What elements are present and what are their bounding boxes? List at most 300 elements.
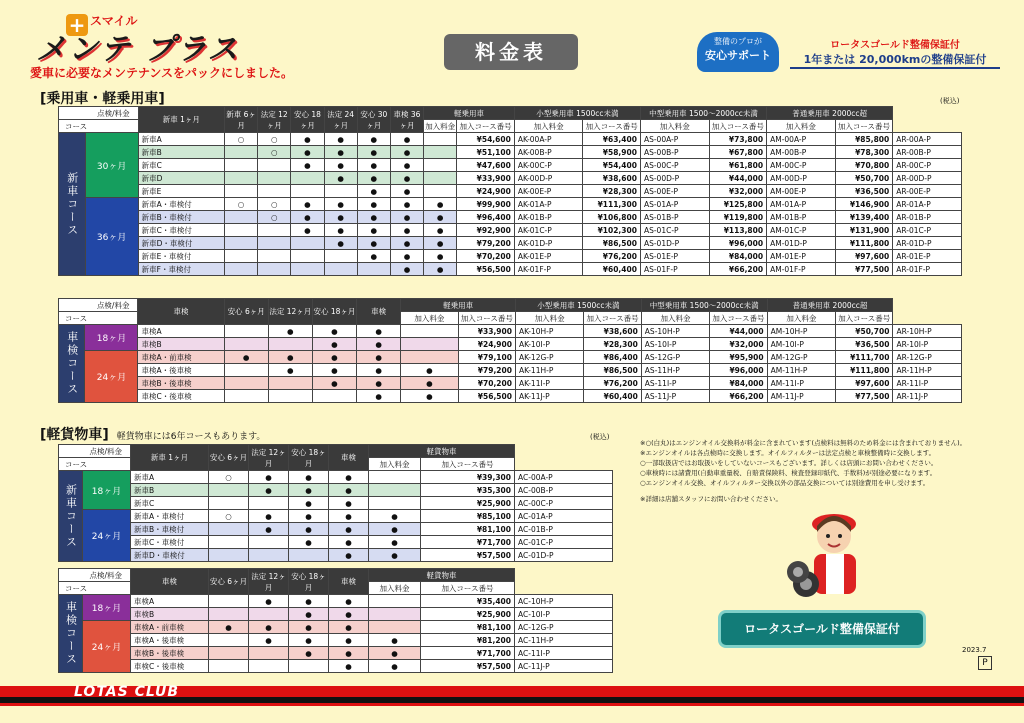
table-row <box>59 159 962 172</box>
code-cell: AC-11J-P <box>515 660 613 673</box>
mark-cell: ● <box>329 510 369 523</box>
code-cell: AR-12G-P <box>893 351 962 364</box>
mark-cell: ● <box>324 146 357 159</box>
price-cell: ¥84,000 <box>709 250 767 263</box>
mark-cell <box>249 647 289 660</box>
course-header: コース <box>59 312 138 325</box>
price-cell: ¥24,900 <box>457 185 515 198</box>
table-row <box>59 351 962 364</box>
mark-cell <box>209 647 249 660</box>
month-label: 30ヶ月 <box>85 133 138 198</box>
fee-header: 加入料金 <box>641 312 709 325</box>
table-row <box>59 549 613 562</box>
support-line2: 安心サポート <box>705 49 771 62</box>
mark-cell: ● <box>289 510 329 523</box>
item-name: 新車A・車検付 <box>131 510 209 523</box>
column-header: 安心 6ヶ月 <box>209 569 249 595</box>
mark-cell: ● <box>249 510 289 523</box>
mark-cell <box>401 325 458 338</box>
mark-cell <box>209 497 249 510</box>
mark-cell <box>209 634 249 647</box>
mark-cell: ● <box>289 471 329 484</box>
price-cell: ¥111,800 <box>836 364 893 377</box>
price-cell: ¥86,500 <box>583 237 641 250</box>
header-row <box>59 299 962 312</box>
mark-cell <box>209 660 249 673</box>
mark-cell: ● <box>357 224 390 237</box>
price-cell: ¥70,200 <box>458 377 515 390</box>
price-cell: ¥92,900 <box>457 224 515 237</box>
mark-cell: ● <box>324 159 357 172</box>
mark-cell: ● <box>224 351 268 364</box>
item-name: 新車B・車検付 <box>131 523 209 536</box>
truck-heading-text: [軽貨物車] <box>40 427 109 443</box>
mechanic-illustration <box>786 496 876 606</box>
header-row <box>59 569 613 582</box>
price-cell: ¥67,800 <box>709 146 767 159</box>
code-cell: AC-00A-P <box>515 471 613 484</box>
price-cell: ¥102,300 <box>583 224 641 237</box>
table-row <box>59 536 613 549</box>
code-header: 加入コース番号 <box>835 120 893 133</box>
column-header: 安心 18ヶ月 <box>312 299 356 325</box>
code-cell: AR-01F-P <box>893 263 962 276</box>
mark-cell <box>268 338 312 351</box>
item-name: 新車F・車検付 <box>138 263 224 276</box>
code-cell: AK-01D-P <box>514 237 583 250</box>
mark-cell <box>424 146 457 159</box>
item-name: 車検A <box>131 595 209 608</box>
price-cell: ¥77,500 <box>835 263 893 276</box>
mark-cell: ● <box>390 172 423 185</box>
mark-cell <box>224 263 257 276</box>
code-cell: AR-00E-P <box>893 185 962 198</box>
support-badge <box>697 32 779 72</box>
code-cell: AR-11J-P <box>893 390 962 403</box>
code-cell: AM-01A-P <box>767 198 836 211</box>
mark-cell: ● <box>369 536 421 549</box>
brand-name: メンテ プラス <box>36 32 240 67</box>
inspect-fee-header: 点検/料金 <box>59 445 131 458</box>
mark-cell: ● <box>390 250 423 263</box>
mark-cell <box>424 185 457 198</box>
mark-cell: ● <box>357 146 390 159</box>
column-header: 法定 12ヶ月 <box>249 569 289 595</box>
mark-cell: ● <box>390 211 423 224</box>
code-cell: AK-10I-P <box>515 338 583 351</box>
code-cell: AK-00E-P <box>514 185 583 198</box>
code-cell: AK-01A-P <box>514 198 583 211</box>
code-cell: AM-00A-P <box>767 133 836 146</box>
column-header: 新車 1ヶ月 <box>138 107 224 133</box>
mark-cell <box>312 390 356 403</box>
mark-cell: ● <box>249 471 289 484</box>
mark-cell: ● <box>401 364 458 377</box>
item-name: 車検B <box>138 338 224 351</box>
mark-cell <box>258 250 291 263</box>
price-cell: ¥66,200 <box>710 390 767 403</box>
mark-cell: ● <box>390 185 423 198</box>
mark-cell <box>324 250 357 263</box>
code-cell: AR-10I-P <box>893 338 962 351</box>
table-row <box>59 338 962 351</box>
price-cell: ¥95,900 <box>710 351 767 364</box>
mark-cell: ● <box>268 325 312 338</box>
table-row <box>59 390 962 403</box>
fee-header: 加入料金 <box>369 458 421 471</box>
note-item: ○エンジンオイル交換、オイルフィルター交換以外の部品交換については別途費用を申し受けます。 <box>640 479 930 487</box>
code-cell: AS-01D-P <box>640 237 709 250</box>
inspect-fee-header: 点検/料金 <box>59 569 131 582</box>
mark-cell <box>369 497 421 510</box>
fee-header: 加入料金 <box>425 121 456 131</box>
mark-cell: ● <box>289 608 329 621</box>
code-cell: AK-00D-P <box>514 172 583 185</box>
code-cell: AM-01C-P <box>767 224 836 237</box>
mark-cell: ● <box>291 133 324 146</box>
mark-cell <box>357 263 390 276</box>
table-row <box>59 497 613 510</box>
mark-cell: ● <box>329 523 369 536</box>
code-cell: AK-11H-P <box>515 364 583 377</box>
item-name: 新車D <box>138 172 224 185</box>
mark-cell: ● <box>289 595 329 608</box>
code-cell: AS-00E-P <box>640 185 709 198</box>
table-row <box>59 660 613 673</box>
code-cell: AS-10I-P <box>641 338 709 351</box>
column-header: 法定 12ヶ月 <box>258 107 291 133</box>
tagline: 愛車に必要なメンテナンスをパックにしました。 <box>30 66 294 80</box>
column-header: 車検 <box>329 569 369 595</box>
price-cell: ¥61,800 <box>709 159 767 172</box>
mark-cell: ● <box>390 224 423 237</box>
table-row <box>59 608 613 621</box>
mark-cell <box>224 159 257 172</box>
class-header: 普通乗用車 2000cc超 <box>767 107 893 120</box>
table-row <box>59 185 962 198</box>
price-cell: ¥38,600 <box>584 325 641 338</box>
class-header: 普通乗用車 2000cc超 <box>767 299 893 312</box>
item-name: 新車E・車検付 <box>138 250 224 263</box>
code-cell: AS-00B-P <box>640 146 709 159</box>
code-cell: AR-01D-P <box>893 237 962 250</box>
price-cell: ¥54,600 <box>457 133 515 146</box>
mark-cell: ● <box>329 647 369 660</box>
code-header: 加入コース番号 <box>710 312 767 325</box>
footer-logo: LOTAS CLUB <box>74 684 180 700</box>
mark-cell <box>224 146 257 159</box>
mark-cell <box>209 595 249 608</box>
item-name: 新車A <box>131 471 209 484</box>
code-cell: AK-12G-P <box>515 351 583 364</box>
mark-cell: ● <box>289 621 329 634</box>
month-label: 36ヶ月 <box>85 198 138 276</box>
price-cell: ¥35,300 <box>421 484 515 497</box>
column-header: 安心 18ヶ月 <box>291 107 324 133</box>
code-cell: AK-11I-P <box>515 377 583 390</box>
mark-cell <box>209 549 249 562</box>
course-label: 車検コース <box>59 325 85 403</box>
code-cell: AC-11I-P <box>515 647 613 660</box>
brand-logo <box>26 10 306 68</box>
price-cell: ¥38,600 <box>583 172 641 185</box>
table-row <box>59 523 613 536</box>
price-cell: ¥76,200 <box>583 250 641 263</box>
item-name: 新車C・車検付 <box>131 536 209 549</box>
code-cell: AK-01B-P <box>514 211 583 224</box>
mark-cell: ● <box>369 510 421 523</box>
mark-cell: ● <box>357 250 390 263</box>
table-row <box>59 595 613 608</box>
code-cell: AR-11H-P <box>893 364 962 377</box>
mark-cell: ● <box>289 497 329 510</box>
mark-cell: ● <box>369 660 421 673</box>
code-cell: AS-00C-P <box>640 159 709 172</box>
code-cell: AR-00A-P <box>893 133 962 146</box>
table-row <box>59 621 613 634</box>
mark-cell: ● <box>329 497 369 510</box>
code-cell: AM-01B-P <box>767 211 836 224</box>
mark-cell: ● <box>324 224 357 237</box>
note-item: ○車検時には諸費用(自動車重量税、自賠責保険料、検査登録印紙代、手数料)が別途必要になります。 <box>640 469 937 477</box>
mark-cell <box>249 660 289 673</box>
class-header: 小型乗用車 1500cc未満 <box>514 107 640 120</box>
price-cell: ¥111,800 <box>835 237 893 250</box>
code-cell: AS-00D-P <box>640 172 709 185</box>
mark-cell <box>224 390 268 403</box>
price-cell: ¥33,900 <box>457 172 515 185</box>
price-cell: ¥86,400 <box>584 351 641 364</box>
price-cell: ¥81,100 <box>421 523 515 536</box>
code-cell: AS-01F-P <box>640 263 709 276</box>
mark-cell: ● <box>324 198 357 211</box>
item-name: 車検C・後車検 <box>138 390 224 403</box>
mark-cell <box>224 377 268 390</box>
mark-cell: ● <box>357 325 401 338</box>
code-cell: AM-00E-P <box>767 185 836 198</box>
mark-cell: ● <box>329 471 369 484</box>
code-cell: AR-01E-P <box>893 250 962 263</box>
table-row <box>59 237 962 250</box>
mark-cell: ● <box>401 390 458 403</box>
table-row <box>59 634 613 647</box>
fee-header: 加入料金 <box>514 120 583 133</box>
mark-cell: ○ <box>258 198 291 211</box>
mark-cell: ● <box>401 377 458 390</box>
p-mark: P <box>978 656 992 670</box>
price-cell: ¥73,800 <box>709 133 767 146</box>
code-cell: AM-01F-P <box>767 263 836 276</box>
course-header: コース <box>59 458 131 471</box>
price-cell: ¥97,600 <box>835 250 893 263</box>
code-cell: AM-00D-P <box>767 172 836 185</box>
mark-cell <box>369 595 421 608</box>
mark-cell: ○ <box>224 133 257 146</box>
note-item: ※エンジンオイルは各点検時に交換します。オイルフィルターは法定点検と車検整備時に交換します。 <box>640 449 936 457</box>
column-header: 車検 <box>138 299 224 325</box>
mark-cell <box>268 390 312 403</box>
item-name: 車検A <box>138 325 224 338</box>
price-cell: ¥51,100 <box>457 146 515 159</box>
code-cell: AM-10I-P <box>767 338 835 351</box>
code-cell: AR-10H-P <box>893 325 962 338</box>
price-cell: ¥146,900 <box>835 198 893 211</box>
mark-cell <box>424 133 457 146</box>
mark-cell: ● <box>357 159 390 172</box>
mark-cell <box>424 159 457 172</box>
table-row <box>59 198 962 211</box>
item-name: 車検A・後車検 <box>131 634 209 647</box>
warranty-banner <box>790 36 1000 69</box>
mark-cell: ● <box>289 536 329 549</box>
mark-cell: ● <box>329 484 369 497</box>
price-cell: ¥119,800 <box>709 211 767 224</box>
mark-cell <box>369 484 421 497</box>
item-name: 車検B <box>131 608 209 621</box>
table-row <box>59 211 962 224</box>
code-cell: AM-00B-P <box>767 146 836 159</box>
mark-cell: ● <box>390 133 423 146</box>
header-row <box>59 107 962 120</box>
mark-cell: ● <box>424 263 457 276</box>
mark-cell: ● <box>369 647 421 660</box>
class-header: 中型乗用車 1500〜2000cc未満 <box>640 107 766 120</box>
mark-cell <box>291 237 324 250</box>
mark-cell: ● <box>357 377 401 390</box>
mark-cell: ● <box>390 237 423 250</box>
item-name: 車検C・後車検 <box>131 660 209 673</box>
mark-cell <box>249 497 289 510</box>
mark-cell <box>369 471 421 484</box>
mark-cell <box>224 237 257 250</box>
mark-cell <box>224 364 268 377</box>
mark-cell: ● <box>369 523 421 536</box>
course-label: 車検コース <box>59 595 83 673</box>
mark-cell: ● <box>324 237 357 250</box>
column-header: 法定 12ヶ月 <box>268 299 312 325</box>
mark-cell: ● <box>357 351 401 364</box>
mark-cell <box>258 237 291 250</box>
code-cell: AS-12G-P <box>641 351 709 364</box>
code-cell: AC-11H-P <box>515 634 613 647</box>
price-cell: ¥54,400 <box>583 159 641 172</box>
table-row <box>59 146 962 159</box>
code-cell: AM-11H-P <box>767 364 835 377</box>
mark-cell: ● <box>249 484 289 497</box>
column-header: 車検 <box>131 569 209 595</box>
price-cell: ¥36,500 <box>835 185 893 198</box>
mark-cell: ● <box>369 549 421 562</box>
mark-cell: ● <box>357 237 390 250</box>
month-label: 18ヶ月 <box>83 471 131 510</box>
mark-cell: ● <box>289 634 329 647</box>
column-header: 法定 12ヶ月 <box>249 445 289 471</box>
passenger-tax: (税込) <box>940 97 960 105</box>
code-cell: AK-00C-P <box>514 159 583 172</box>
mark-cell: ○ <box>224 198 257 211</box>
mark-cell: ● <box>329 595 369 608</box>
code-cell: AS-01B-P <box>640 211 709 224</box>
mark-cell <box>258 185 291 198</box>
class-header: 軽貨物車 <box>369 445 515 458</box>
price-cell: ¥50,700 <box>836 325 893 338</box>
code-header: 加入コース番号 <box>836 312 893 325</box>
mark-cell: ● <box>249 595 289 608</box>
mark-cell: ● <box>291 146 324 159</box>
price-cell: ¥131,900 <box>835 224 893 237</box>
inspect-fee-header: 点検/料金 <box>59 299 138 312</box>
mark-cell: ● <box>390 159 423 172</box>
mark-cell: ● <box>312 377 356 390</box>
price-cell: ¥56,500 <box>457 263 515 276</box>
mark-cell: ● <box>209 621 249 634</box>
code-cell: AM-11I-P <box>767 377 835 390</box>
mark-cell <box>249 608 289 621</box>
price-cell: ¥50,700 <box>835 172 893 185</box>
price-cell: ¥84,000 <box>710 377 767 390</box>
mark-cell: ● <box>424 211 457 224</box>
mark-cell: ● <box>329 549 369 562</box>
code-cell: AM-01D-P <box>767 237 836 250</box>
item-name: 車検A・後車検 <box>138 364 224 377</box>
price-cell: ¥25,900 <box>421 497 515 510</box>
fee-header: 加入料金 <box>515 312 583 325</box>
price-cell: ¥63,400 <box>583 133 641 146</box>
mark-cell: ● <box>249 634 289 647</box>
mark-cell <box>268 377 312 390</box>
price-cell: ¥58,900 <box>583 146 641 159</box>
mark-cell: ● <box>357 338 401 351</box>
price-cell: ¥24,900 <box>458 338 515 351</box>
passenger-shaken-table <box>58 298 962 403</box>
price-cell: ¥99,900 <box>457 198 515 211</box>
mark-cell: ● <box>329 621 369 634</box>
mark-cell <box>291 185 324 198</box>
code-cell: AK-00A-P <box>514 133 583 146</box>
item-name: 新車B <box>138 146 224 159</box>
price-cell: ¥78,300 <box>835 146 893 159</box>
code-header: 加入コース番号 <box>709 120 767 133</box>
mark-cell <box>289 660 329 673</box>
code-cell: AS-01C-P <box>640 224 709 237</box>
class-header: 軽乗用車 <box>401 299 516 312</box>
code-cell: AS-11I-P <box>641 377 709 390</box>
item-name: 新車B <box>131 484 209 497</box>
mark-cell: ● <box>424 198 457 211</box>
mark-cell <box>209 608 249 621</box>
code-cell: AR-01B-P <box>893 211 962 224</box>
code-cell: AC-01B-P <box>515 523 613 536</box>
price-cell: ¥36,500 <box>836 338 893 351</box>
code-cell: AS-10H-P <box>641 325 709 338</box>
price-cell: ¥85,100 <box>421 510 515 523</box>
mark-cell: ● <box>291 224 324 237</box>
note-item: ○一部取扱店ではお取扱いをしていないコースもございます。詳しくは店頭にお問い合わせください。 <box>640 459 938 467</box>
table-row <box>59 263 962 276</box>
price-cell: ¥35,400 <box>421 595 515 608</box>
item-name: 新車C <box>138 159 224 172</box>
month-label: 24ヶ月 <box>83 510 131 562</box>
mark-cell: ● <box>424 237 457 250</box>
item-name: 新車B・車検付 <box>138 211 224 224</box>
passenger-new-table <box>58 106 962 276</box>
price-cell: ¥28,300 <box>584 338 641 351</box>
item-name: 新車C・車検付 <box>138 224 224 237</box>
price-cell: ¥96,400 <box>457 211 515 224</box>
table-row <box>59 133 962 146</box>
code-cell: AC-00B-P <box>515 484 613 497</box>
class-header: 軽貨物車 <box>369 569 515 582</box>
